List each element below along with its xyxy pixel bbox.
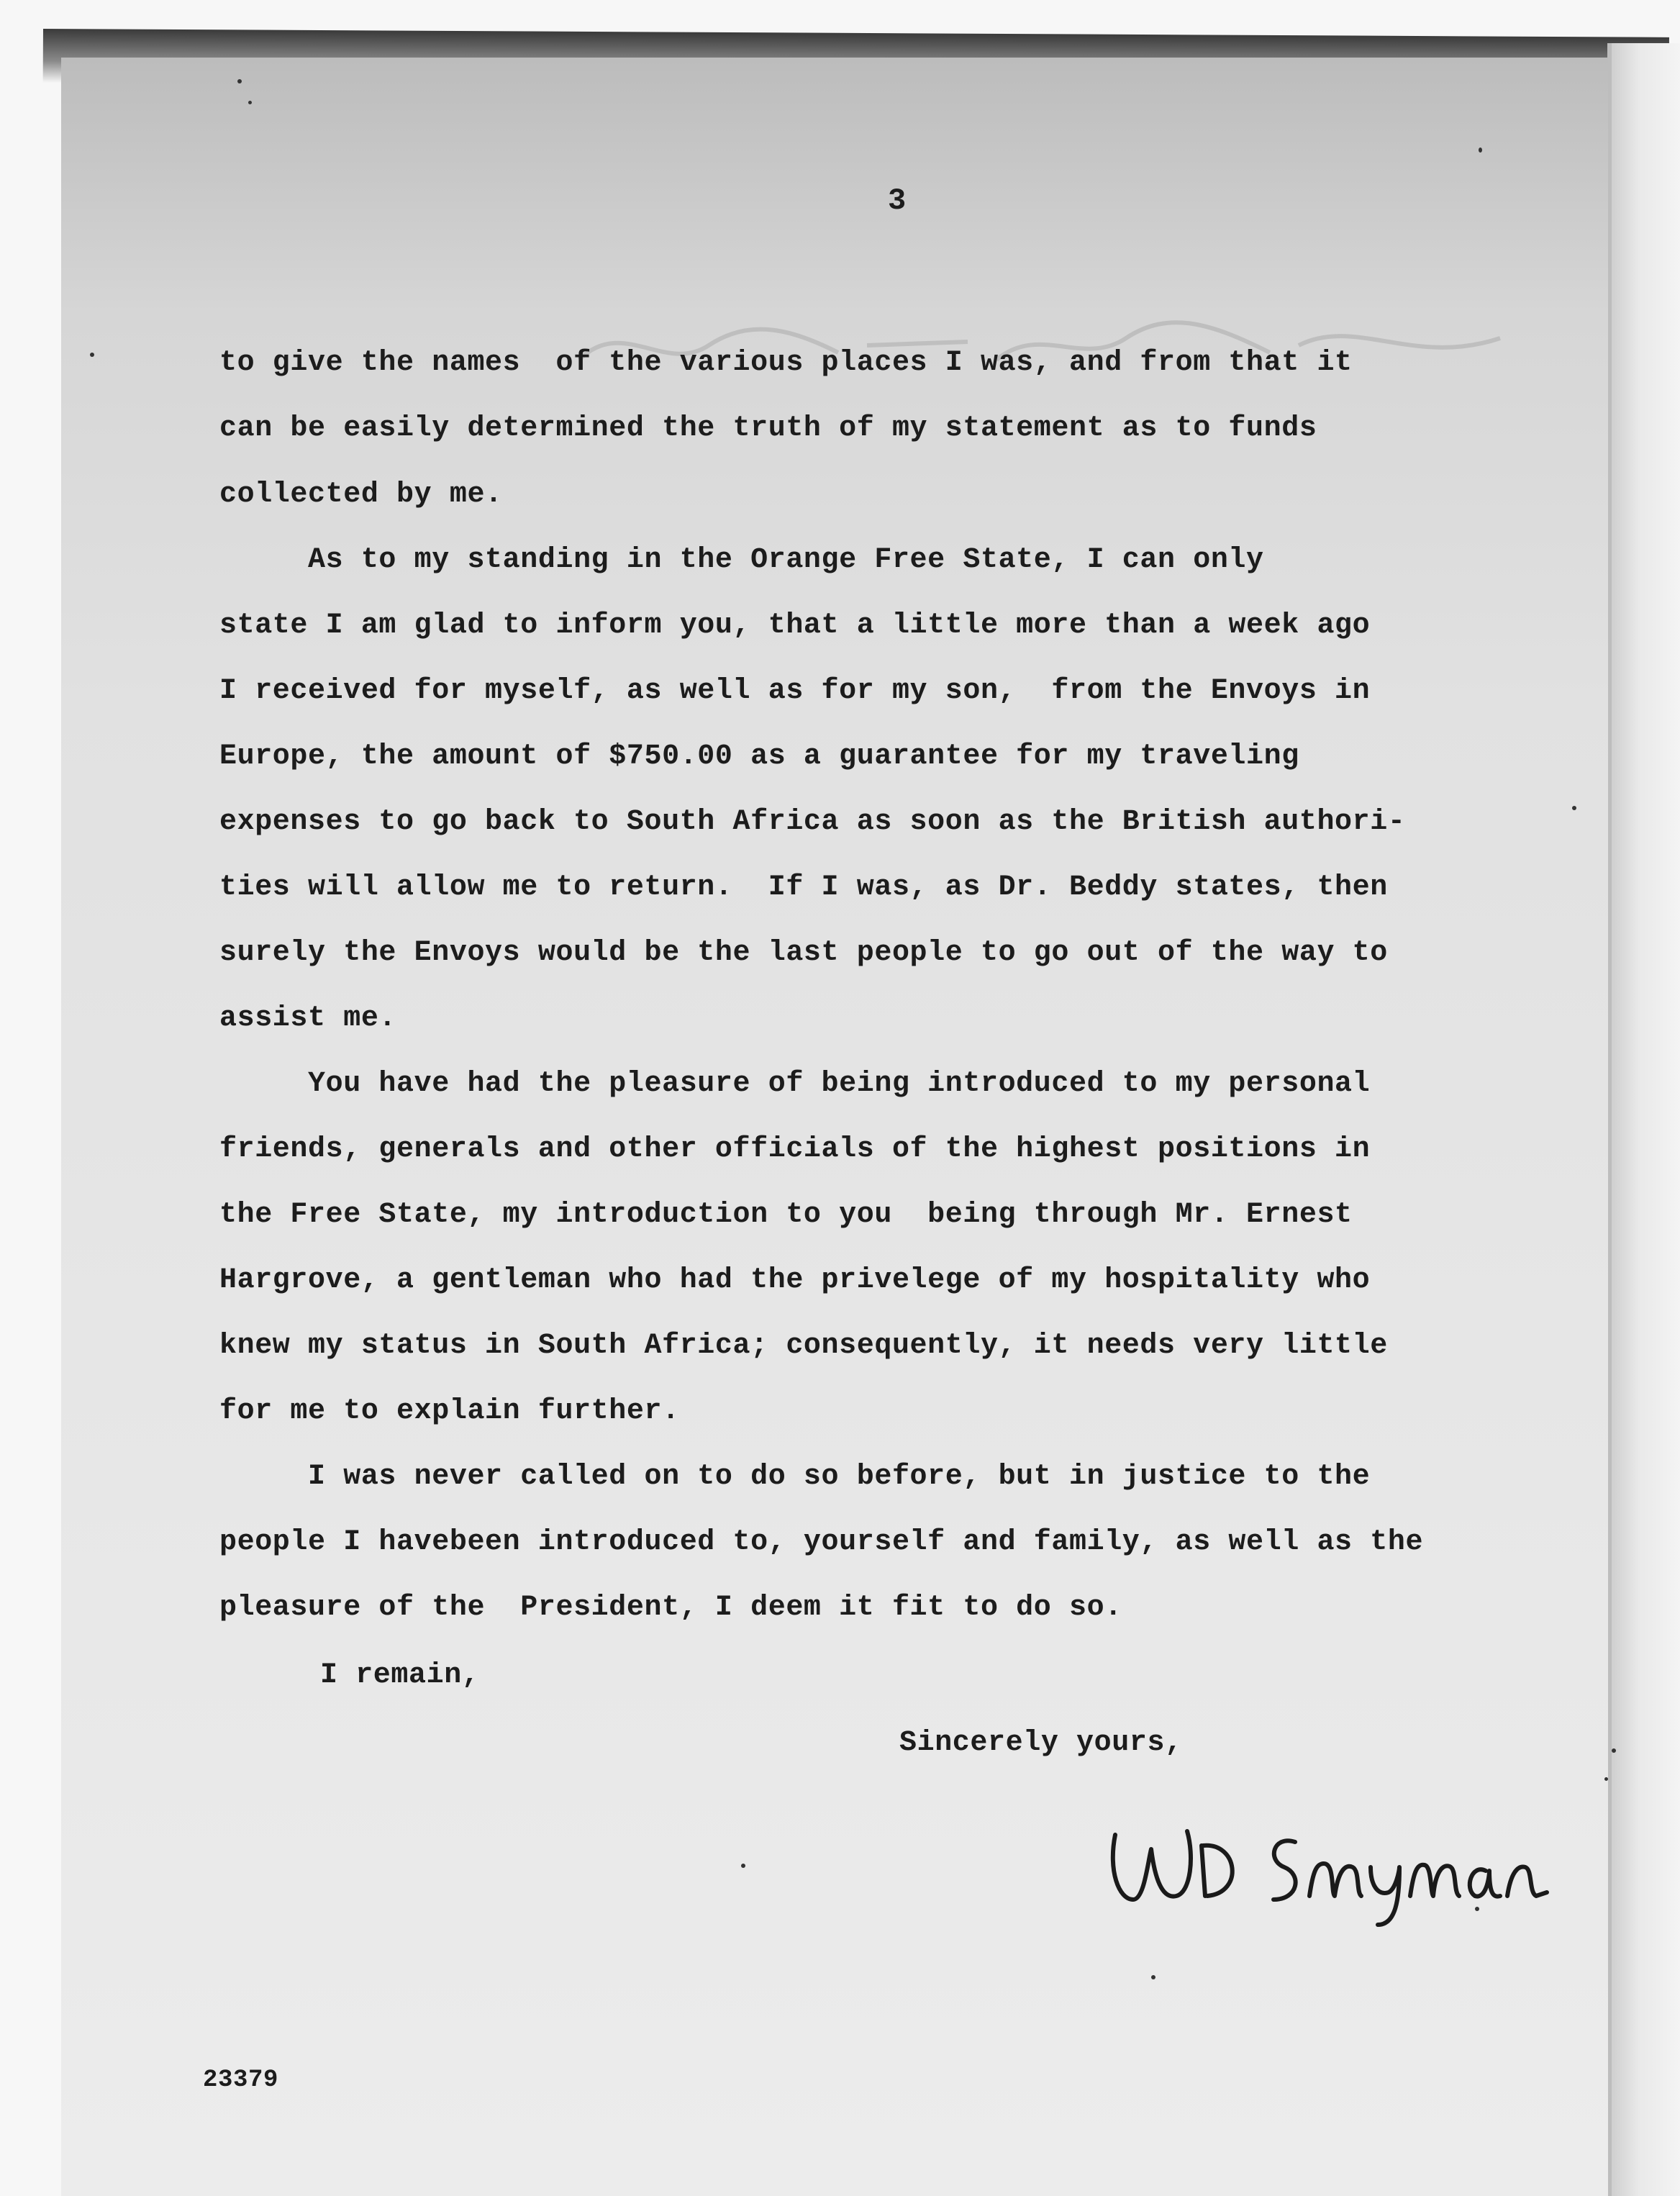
scan-speck [1479, 148, 1482, 153]
body-line: Europe, the amount of $750.00 as a guarantee for my traveling [219, 740, 1299, 773]
scan-speck [248, 101, 252, 104]
scan-speck [1475, 1907, 1479, 1911]
body-line: pleasure of the President, I deem it fit to do so. [219, 1592, 1122, 1624]
body-line: I received for myself, as well as for my son, from the Envoys in [219, 675, 1371, 707]
body-line: collected by me. [219, 478, 503, 511]
body-line: surely the Envoys would be the last people to go out of the way to [219, 937, 1388, 969]
body-line: people I havebeen introduced to, yourself and family, as well as the [219, 1526, 1424, 1558]
body-line: to give the names of the various places I was, and from that it [219, 347, 1353, 379]
adjacent-sheet-strip [1612, 43, 1680, 2196]
handwritten-signature [1094, 1792, 1554, 1928]
document-id: 23379 [203, 2066, 279, 2094]
body-line: ties will allow me to return. If I was, as Dr. Beddy states, then [219, 871, 1388, 904]
body-line: You have had the pleasure of being introduced to my personal [219, 1068, 1371, 1100]
body-line: friends, generals and other officials of the highest positions in [219, 1133, 1371, 1166]
body-line: can be easily determined the truth of my statement as to funds [219, 412, 1317, 445]
closing-line: I remain, [320, 1659, 480, 1692]
body-line: expenses to go back to South Africa as soon as the British authori- [219, 806, 1406, 838]
scan-speck [90, 353, 94, 357]
scan-speck [1572, 806, 1576, 810]
sign-off: Sincerely yours, [899, 1727, 1183, 1759]
body-line: state I am glad to inform you, that a little more than a week ago [219, 609, 1371, 642]
body-line: As to my standing in the Orange Free State, I can only [219, 544, 1264, 576]
body-line: Hargrove, a gentleman who had the privelege of my hospitality who [219, 1264, 1371, 1297]
body-line: the Free State, my introduction to you being through Mr. Ernest [219, 1199, 1353, 1231]
scan-speck [1612, 1748, 1616, 1753]
body-line: assist me. [219, 1002, 397, 1035]
scan-speck [1151, 1975, 1155, 1979]
scan-speck [741, 1864, 745, 1868]
scan-speck [237, 79, 242, 83]
page-number: 3 [888, 183, 907, 218]
scan-speck [1604, 1777, 1608, 1781]
body-line: I was never called on to do so before, but in justice to the [219, 1461, 1371, 1493]
body-line: knew my status in South Africa; consequently, it needs very little [219, 1330, 1388, 1362]
body-line: for me to explain further. [219, 1395, 680, 1428]
